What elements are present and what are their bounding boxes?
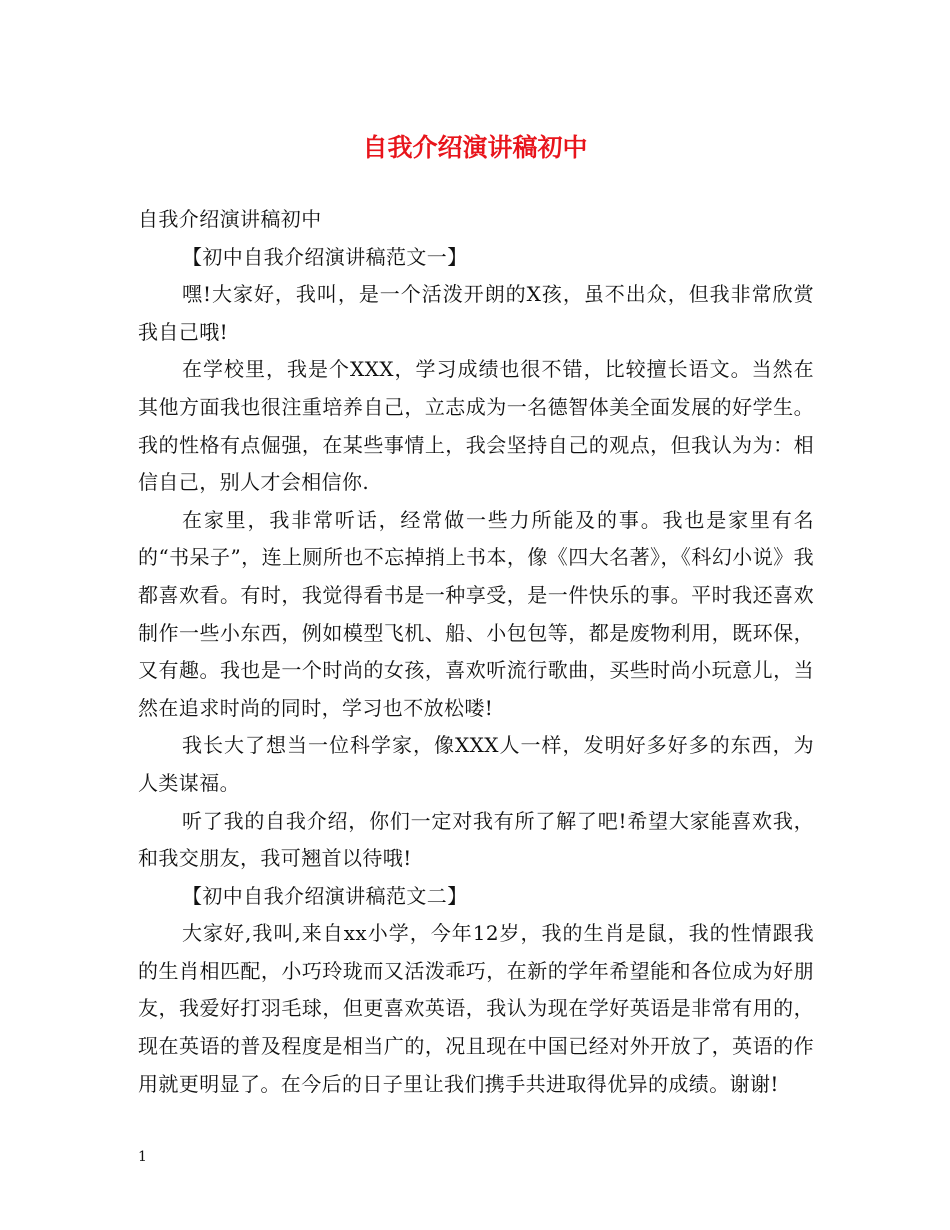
document-body [138,201,814,1103]
document-title: 自我介绍演讲稿初中 [362,133,588,162]
paragraph: 听了我的自我介绍，你们一定对我有所了解了吧!希望大家能喜欢我，和我交朋友，我可翘首以待哦! [138,808,814,871]
paragraph: 我长大了想当一位科学家，像XXX人一样，发明好多好多的东西，为人类谋福。 [138,733,814,795]
page-number: 1 [138,1149,147,1165]
paragraph: 在学校里，我是个XXX，学习成绩也很不错，比较擅长语文。当然在其他方面我也很注重培养自己，立志成为一名德智体美全面发展的好学生。我的性格有点倔强，在某些事情上，我会坚持自己的观点，但我认为为：相信自己，别人才会相信你. [138,357,814,495]
section-heading-two: 【初中自我介绍演讲稿范文二】 [182,883,468,908]
section-heading-one: 【初中自我介绍演讲稿范文一】 [182,244,468,269]
body-heading: 自我介绍演讲稿初中 [138,207,322,231]
paragraph: 嘿!大家好，我叫，是一个活泼开朗的X孩，虽不出众，但我非常欣赏我自己哦! [138,282,814,344]
paragraph: 大家好,我叫,来自xx小学，今年12岁，我的生肖是鼠，我的性情跟我的生肖相匹配，小巧玲珑而又活泼乖巧，在新的学年希望能和各位成为好朋友，我爱好打羽毛球，但更喜欢英语，我认为现在学好英语是非常有用的，现在英语的普及程度是相当广的，况且现在中国已经对外开放了，英语的作用就更明显了。在今后的日子里让我们携手共进取得优异的成绩。谢谢! [138,921,814,1096]
paragraph: 在家里，我非常听话，经常做一些力所能及的事。我也是家里有名的“书呆子”，连上厕所也不忘掉捎上书本，像《四大名著》，《科幻小说》我都喜欢看。有时，我觉得看书是一种享受，是一件快乐的事。平时我还喜欢制作一些小东西，例如模型飞机、船、小包包等，都是废物利用，既环保，又有趣。我也是一个时尚的女孩，喜欢听流行歌曲，买些时尚小玩意儿，当然在追求时尚的同时，学习也不放松喽! [138,507,814,720]
